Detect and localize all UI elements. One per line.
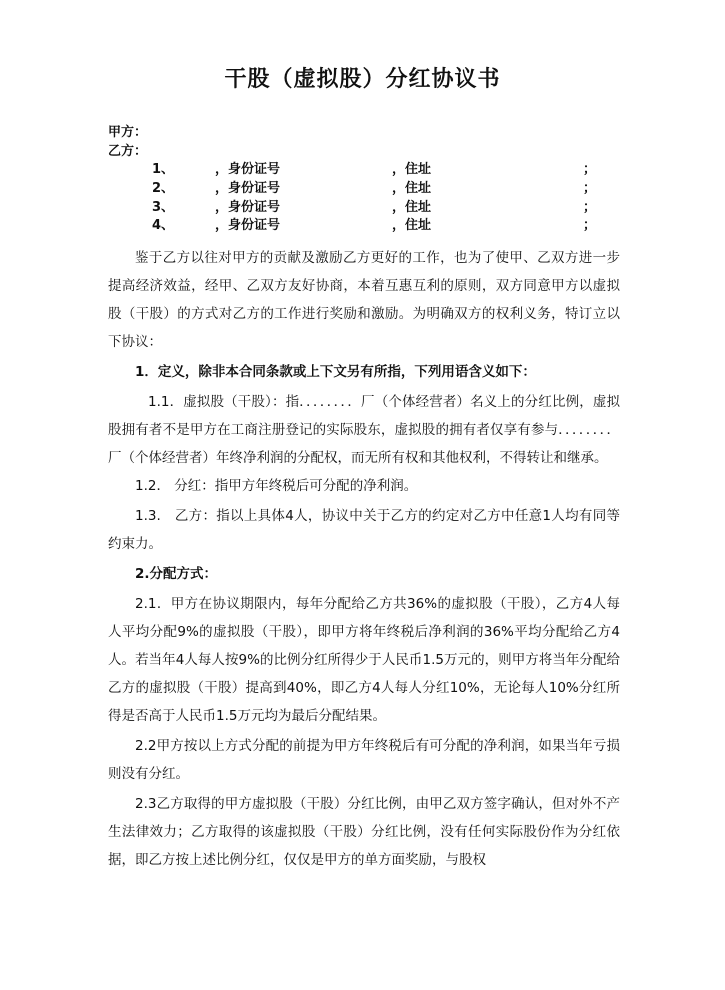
- member-address-label: ，住址: [392, 200, 432, 215]
- intro-paragraph: 鉴于乙方以往对甲方的贡献及激励乙方更好的工作，也为了使甲、乙双方进一步提高经济效益，经甲、乙双方友好协商，本着互惠互利的原则，双方同意甲方以虚拟股（干股）的方式对乙方的工作进行奖励和激励。为明确双方的权利义务，特订立以下协议：: [108, 250, 620, 350]
- clause-1-1: 1.1．虚拟股（干股）：指．．．．．．．．厂（个体经营者）名义上的分红比例，虚拟股拥有者不是甲方在工商注册登记的实际股东，虚拟股的拥有者仅享有参与．．．．．．．．厂（个体经营者）年终净利润的分配权，而无所有权和其他权利，不得转让和继承。: [108, 394, 620, 466]
- document-body: [108, 244, 620, 874]
- member-id-label: ，身份证号: [215, 162, 281, 177]
- member-id-label: ，身份证号: [215, 181, 281, 196]
- clause-1-2: 1.2． 分红：指甲方年终税后可分配的净利润。: [135, 478, 418, 494]
- member-row-end: ；: [583, 162, 597, 177]
- section-1-heading: 1．定义，除非本合同条款或上下文另有所指，下列用语含义如下：: [135, 364, 536, 380]
- clause-2-2: 2.2甲方按以上方式分配的前提为甲方年终税后有可分配的净利润，如果当年亏损则没有分红。: [108, 738, 620, 782]
- party-b-label: 乙方：: [108, 144, 148, 159]
- member-number: 1、: [152, 162, 175, 177]
- member-number: 3、: [152, 200, 175, 215]
- member-id-label: ，身份证号: [215, 200, 281, 215]
- member-address-label: ，住址: [392, 218, 432, 233]
- member-id-label: ，身份证号: [215, 218, 281, 233]
- member-number: 4、: [152, 218, 175, 233]
- member-number: 2、: [152, 181, 175, 196]
- party-a-label: 甲方：: [108, 125, 148, 140]
- clause-1-3: 1.3. 乙方：指以上具体4人，协议中关于乙方的约定对乙方中任意1人均有同等约束力。: [108, 508, 620, 552]
- clause-2-3: 2.3乙方取得的甲方虚拟股（干股）分红比例，由甲乙双方签字确认，但对外不产生法律效力；乙方取得的该虚拟股（干股）分红比例，没有任何实际股份作为分红依据，即乙方按上述比例分红，仅仅是甲方的单方面奖励，与股权: [108, 796, 620, 868]
- member-row-end: ；: [583, 200, 597, 215]
- member-address-label: ，住址: [392, 162, 432, 177]
- clause-2-1: 2.1．甲方在协议期限内，每年分配给乙方共36%的虚拟股（干股），乙方4人每人平均分配9%的虚拟股（干股），即甲方将年终税后净利润的36%平均分配给乙方4人。若当年4人每人按9%的比例分红所得少于人民币1.5万元的，则甲方将当年分配给乙方的虚拟股（干股）提高到40%，即乙方4人每人分红10%，无论每人10%分红所得是否高于人民币1.5万元均为最后分配结果。: [108, 596, 620, 724]
- document-title: 干股（虚拟股）分红协议书: [224, 66, 501, 92]
- member-row-end: ；: [583, 218, 597, 233]
- member-row-end: ；: [583, 181, 597, 196]
- section-2-heading: 2.分配方式：: [135, 566, 218, 582]
- member-address-label: ，住址: [392, 181, 432, 196]
